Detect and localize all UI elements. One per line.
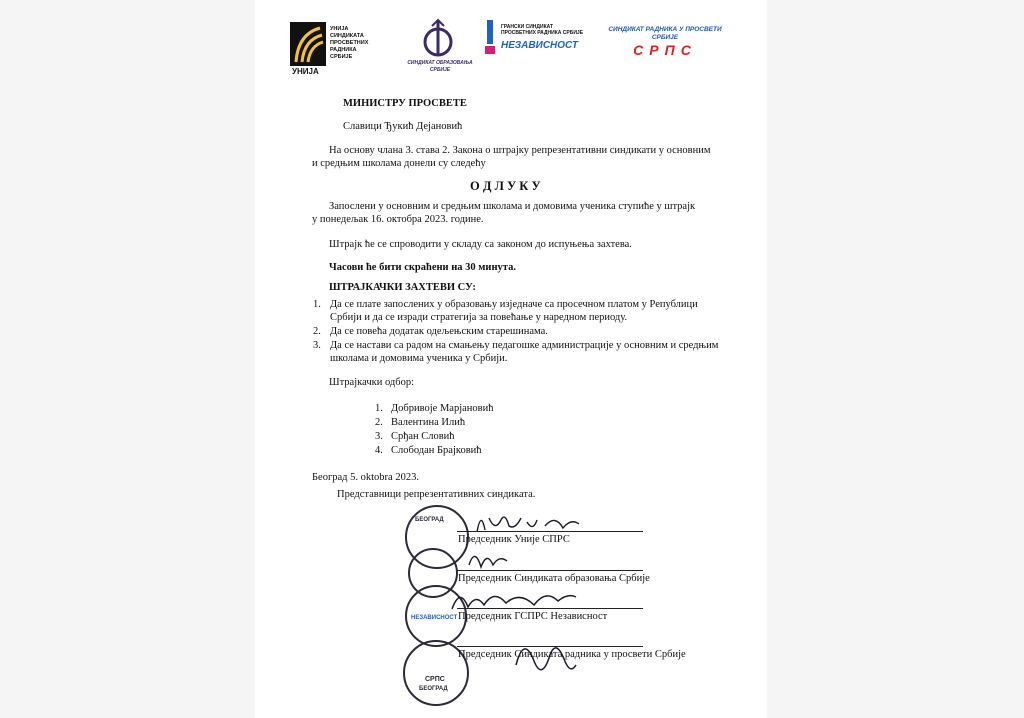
stamp-sprs-word: СРПС — [425, 676, 445, 683]
decision-line1: Запослени у основним и средњим школама и домовима ученика ступиће у штрајк — [329, 201, 696, 212]
signature-line — [457, 570, 643, 571]
nezavisnost-pen-icon — [483, 20, 497, 60]
demand-line2: школама и домовима ученика у Србији. — [330, 353, 508, 364]
intro-line2: и средњим школама донели су следећу — [312, 158, 486, 169]
committee-member: Слободан Брајковић — [391, 445, 482, 456]
committee-number: 1. — [375, 403, 383, 414]
representatives-caption: Представници репрезентативних синдиката. — [337, 489, 536, 500]
logo-unija — [290, 20, 370, 80]
committee-member: Валентина Илић — [391, 417, 466, 428]
signature-role: Председник ГСПРС Независност — [458, 611, 608, 622]
demands-title: ШТРАЈКАЧКИ ЗАХТЕВИ СУ: — [329, 282, 476, 293]
stamp-city: БЕОГРАД — [415, 517, 444, 523]
gsprs-caption: ГРАНСКИ СИНДИКАТ ПРОСВЕТНИХ РАДНИКА СРБИЈЕ — [501, 24, 584, 36]
logo-gsprs — [483, 20, 588, 70]
strike-note: Штрајк ће се спроводити у складу са законом до испуњења захтева. — [329, 239, 632, 250]
place-date: Београд 5. oktobra 2023. — [312, 472, 419, 483]
intro-line1: На основу члана 3. става 2. Закона о штрајку репрезентативни синдикати у основним — [329, 145, 711, 156]
signature-2-scribble — [465, 545, 515, 573]
logo-sprs — [595, 26, 735, 66]
document-page — [255, 0, 767, 718]
nezavisnost-word: НЕЗАВИСНОСТ — [501, 40, 578, 51]
signature-role: Председник Синдиката образовања Србије — [458, 573, 650, 584]
demand-line1: Да се плате запослених у образовању изједначе са просечном платом у Републици — [330, 299, 698, 310]
demand-number: 3. — [313, 340, 321, 351]
signature-role: Председник Уније СПРС — [458, 534, 570, 545]
unija-word: УНИЈА — [292, 67, 319, 76]
sos-caption: СИНДИКАТ ОБРАЗОВАЊА СРБИЈЕ — [407, 60, 473, 73]
committee-number: 3. — [375, 431, 383, 442]
demand-line1: Да се повећа додатак одељењским старешинама. — [330, 326, 548, 337]
committee-number: 2. — [375, 417, 383, 428]
demand-line1: Да се настави са радом на смањењу педагошке администрације у основним и средњим — [330, 340, 719, 351]
sprs-word: СРПС — [633, 42, 697, 58]
logo-sos — [405, 18, 475, 80]
hours-note: Часови ће бити скраћени на 30 минута. — [329, 262, 516, 273]
demand-number: 1. — [313, 299, 321, 310]
decision-line2: у понедељак 16. октобра 2023. године. — [312, 214, 484, 225]
stamp-sprs-city: БЕОГРАД — [419, 686, 448, 692]
addressee-line1: МИНИСТРУ ПРОСВЕТЕ — [343, 98, 467, 109]
committee-member: Добривоје Марјановић — [391, 403, 494, 414]
sprs-caption: СИНДИКАТ РАДНИКА У ПРОСВЕТИ СРБИЈЕ — [608, 26, 722, 41]
demand-line2: Србији и да се изради стратегија за повећање у наредном периоду. — [330, 312, 628, 323]
committee-number: 4. — [375, 445, 383, 456]
sos-emblem-icon — [418, 18, 458, 58]
signature-line — [457, 646, 643, 647]
signature-line — [457, 608, 643, 609]
committee-title: Штрајкачки одбор: — [329, 377, 414, 388]
unija-emblem-icon — [290, 22, 326, 66]
demand-number: 2. — [313, 326, 321, 337]
unija-caption: УНИЈА СИНДИКАТА ПРОСВЕТНИХ РАДНИКА СРБИЈЕ — [330, 26, 369, 60]
addressee-line2: Славици Ђукић Дејановић — [343, 121, 463, 132]
stamp-gsprs-word: НЕЗАВИСНОСТ — [411, 615, 458, 621]
signature-role: Председник Синдиката радника у просвети Србије — [458, 649, 686, 660]
decision-heading: О Д Л У К У — [470, 179, 541, 193]
committee-member: Срђан Словић — [391, 431, 455, 442]
signature-line — [457, 531, 643, 532]
